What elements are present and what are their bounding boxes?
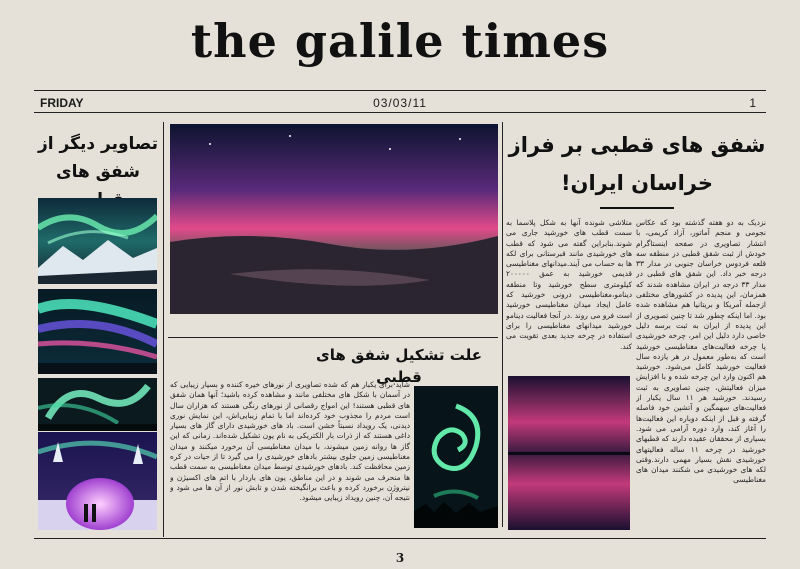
masthead-rule-bottom	[34, 112, 766, 113]
dateline-day: FRIDAY	[40, 96, 84, 110]
main-article-title	[508, 126, 766, 202]
dateline	[34, 94, 766, 110]
main-article-column-right: نزدیک به دو هفته گذشته بود که عکاس نجومی و منجم آماتور، آزاد کریمی، با انتشار تصاویری در صفحه اینستاگرام خودش از ثبت شفق قطبی در منطقه سه قلعه فردوس خراسان جنوبی در مدار ۳۳ درجه خبر داد. این شفق های قطبی در مدار ۳۳ درجه در ایران مشاهده شدند که همزمان، این پدیده در کشورهای مختلفی ازجمله آمریکا و بریتانیا هم مشاهده شده بود. اما اینکه چطور شد تا چنین تصویری از این پدیده از ایران به ثبت برسه دلیل خاصی دارد دلیل این امر، چرخه خورشیدی یا چرخه فعالیت‌های مغناطیسی خورشید است که به‌طور معمول در هر یازده سال فعالیت خورشید کامل می‌شود. خورشید هم اکنون وارد این چرخه شده و با افزایش میزان فعالیتش، چنین تصاویری به ثبت رسیدند. خورشید هر ۱۱ سال یکبار از فعالیت‌های سهمگین و آتشین خود فاصله گرفته و قبل از اینکه دوباره این فعالیت‌ها را آغاز کند، وارد دوره آرامی می شود. بسیاری از محققان عقیده دارند که قطبهای خورشید در چرخه ۱۱ ساله فعالیتهای خورشیدی نقش بسیار مهمی دارند.وقتی لکه های خورشیدی می شکنند میدان های مغناطیسی	[636, 218, 766, 485]
secondary-article-title: علت تشکیل شفق های قطبی	[316, 346, 482, 386]
sidebar-heading: تصاویر دیگر از شفق های	[37, 134, 159, 182]
masthead-rule-top	[34, 90, 766, 91]
aurora-swirl-image	[414, 386, 498, 528]
column-divider	[163, 122, 164, 537]
sidebar-image-swirl	[38, 378, 157, 431]
sidebar-image-igloo	[38, 432, 157, 530]
title-underline	[600, 207, 674, 209]
dateline-page: 1	[749, 96, 756, 110]
footer-rule	[34, 538, 766, 539]
main-article-column-left: متلاشی شونده آنها به شکل پلاسما به سمت قطب های خورشید جاری می شوند.بنابراین گفته می شود که قطب های خورشیدی مانند قبرستانی برای لکه ها به حساب می آیند.میدانهای مغناطیسی قدیمی خورشید به عمق ۲۰۰۰۰۰ کیلومتری سطح خورشید وتا منطقه دینامو،مغناطیسی درونی خورشید که عامل ایجاد میدان مغناطیسی خورشید است فرو می روند .در آنجا فعالیت دینامو خورشید میدانهای مغناطیسی را برای استفاده در چرخه جدید بعدی تقویت می کند.	[506, 218, 632, 351]
secondary-article-body: شاید برای یکبار هم که شده تصاویری از نورهای خیره کننده و بسیار زیبایی که در آسمان با شکل های مختلفی مانند و مشاهده کرده باشید؛ آنها همان شفق های قطبی هستند! این امواج رقصانی از نورهای رنگی هستند که هزاران سال است مردم را مجذوب خود کرده‌اند اما با تمام زیبایی‌اش، این نمایش نوری دیدنی، یک رویداد نسبتاً خشن است. باد های خورشیدی دارای گاز های بسیار داغی هستند که از ذرات بار الکتریکی به نام یون تشکیل شده‌اند. زمانی که این گاز ها روانه زمین میشوند، با میدان مغناطیسی آن برخورد میکنند و میدان مغناطیسی زمین جلوی بیشتر بادهای خورشیدی را می گیرد تا از حیات در کره زمین محافظت کند. بادهای خورشیدی توسط میدان مغناطیسی به سمت قطب ها منحرف می شوند و در این مناطق، یون های باردار با اتم های اکسیژن و نیتروژن برخورد کرده و باعث برانگیخته شدن و تابش نور از آن ها می شود و نتیجه آن، چنین رویداد زیبایی میشود.	[170, 380, 410, 503]
masthead-title: the galile times	[190, 14, 610, 68]
dateline-date: 03/03/11	[373, 96, 427, 110]
aurora-reflection-image	[508, 376, 630, 530]
page-number: 3	[395, 551, 405, 565]
column-divider	[502, 122, 503, 527]
sidebar-image-bands	[38, 289, 157, 374]
main-title-line1: شفق های قطبی بر فراز	[508, 133, 766, 157]
main-title-line2: خراسان ایران!	[560, 171, 713, 195]
aurora-lake-image	[170, 124, 498, 314]
sidebar-image-mountains	[38, 198, 157, 284]
section-divider	[168, 337, 498, 338]
